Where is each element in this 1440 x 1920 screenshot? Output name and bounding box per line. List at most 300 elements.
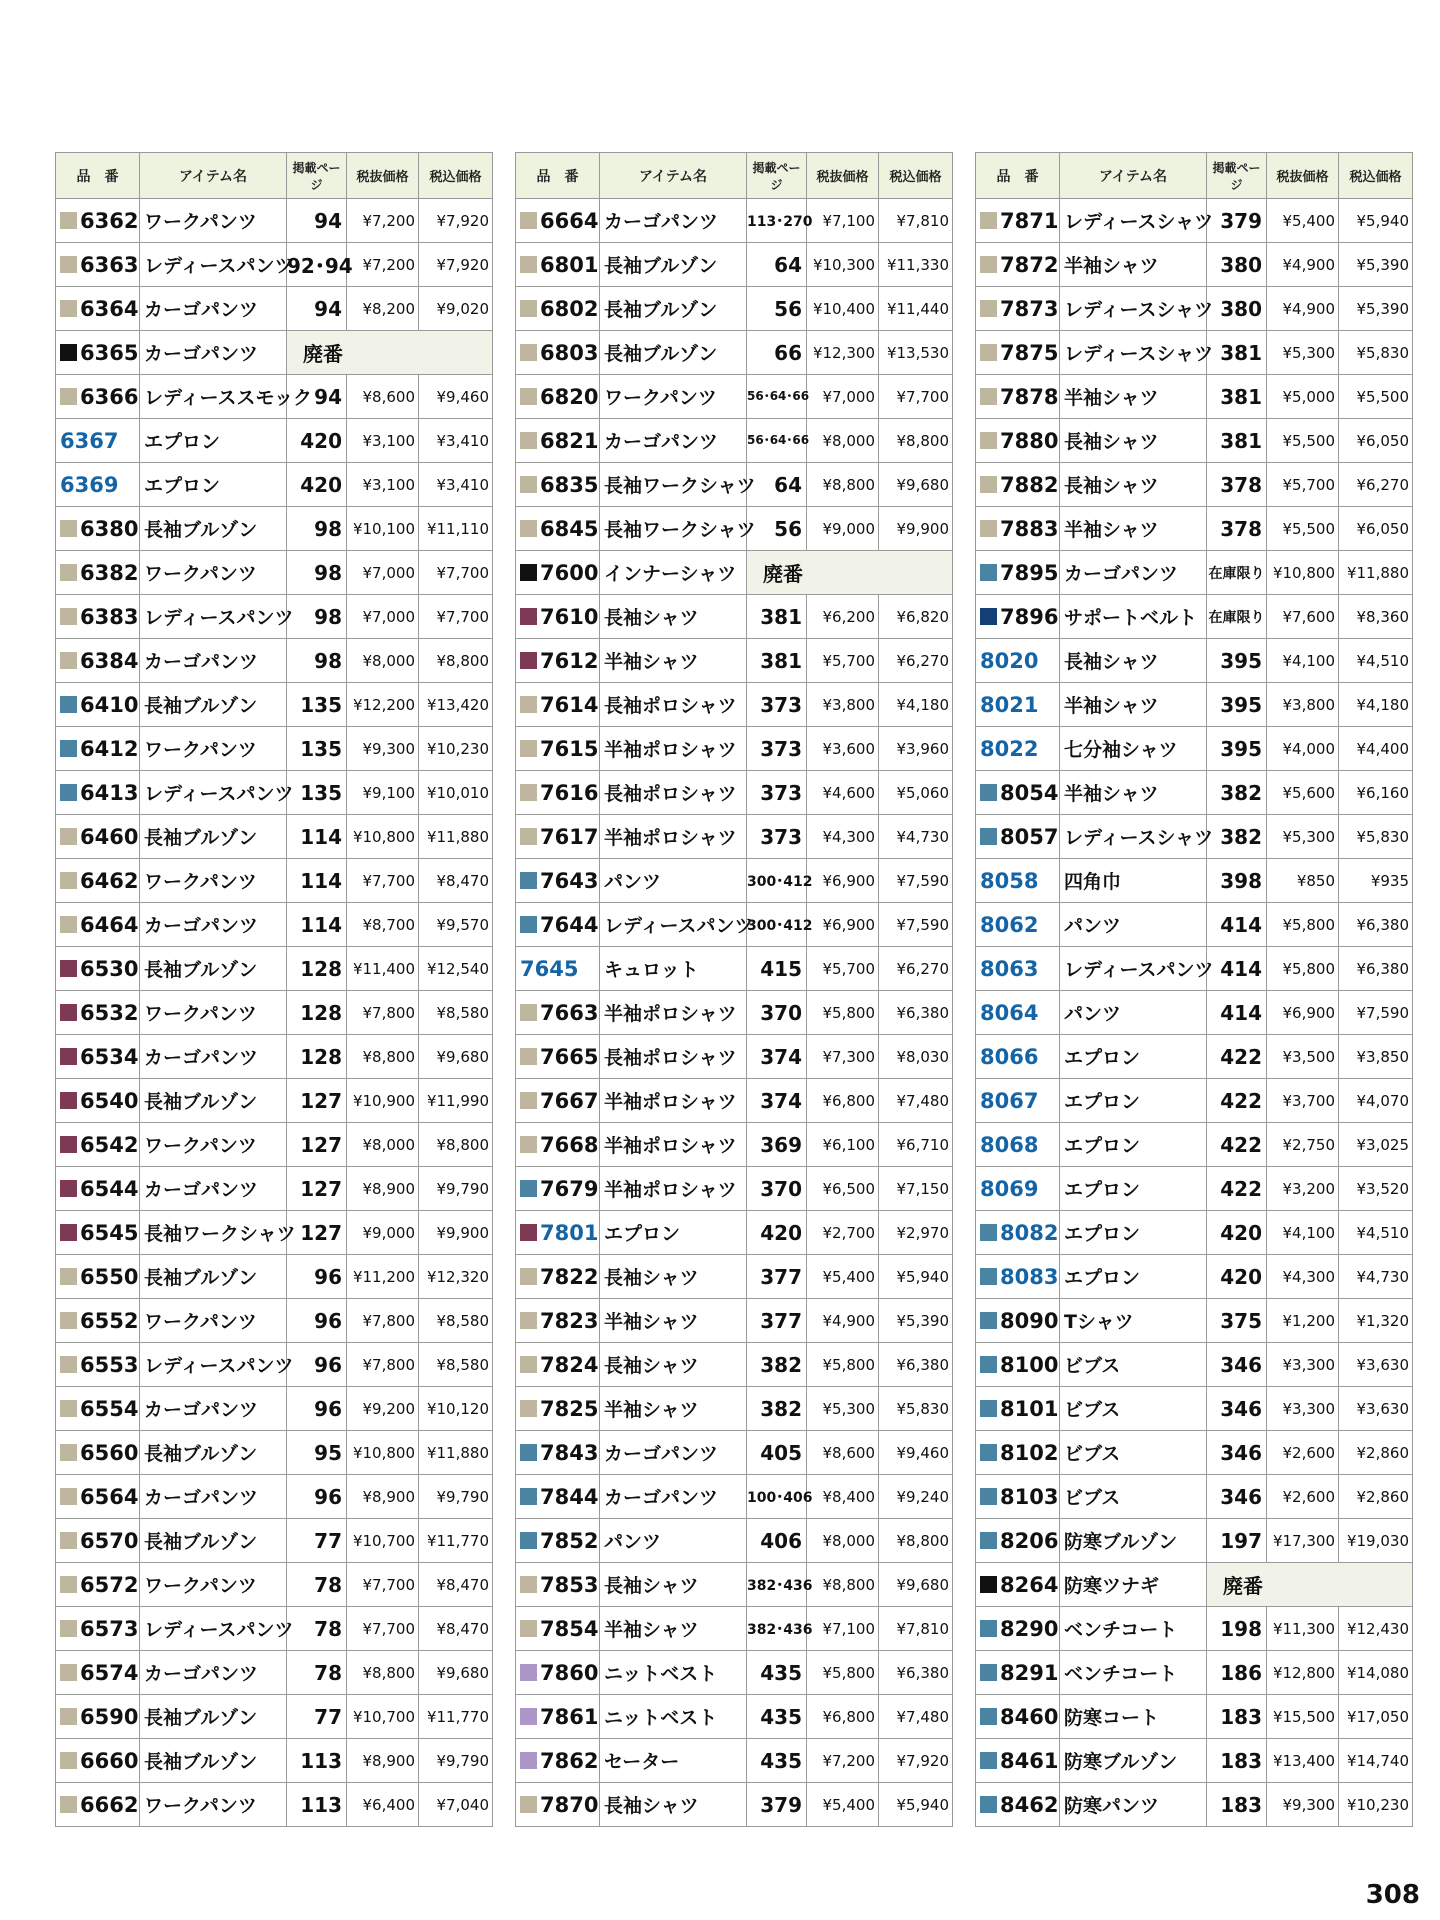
catalog-page: 78 [287, 1651, 347, 1695]
price-ex-tax: ¥4,300 [1267, 1255, 1339, 1299]
item-code-cell [56, 243, 140, 287]
item-code-cell [56, 287, 140, 331]
price-ex-tax: ¥10,800 [1267, 551, 1339, 595]
item-code: 8067 [980, 1088, 1039, 1113]
header-price-inc-tax: 税込価格 [1339, 153, 1413, 199]
price-ex-tax: ¥1,200 [1267, 1299, 1339, 1343]
color-swatch-icon [980, 300, 997, 317]
price-ex-tax: ¥8,900 [347, 1475, 419, 1519]
price-inc-tax: ¥5,390 [879, 1299, 953, 1343]
item-code-cell [56, 1299, 140, 1343]
price-inc-tax: ¥13,420 [419, 683, 493, 727]
catalog-page: 395 [1207, 683, 1267, 727]
header-price-ex-tax: 税抜価格 [1267, 153, 1339, 199]
price-inc-tax: ¥11,440 [879, 287, 953, 331]
item-code-cell [56, 331, 140, 375]
item-name: ワークパンツ [140, 1783, 287, 1827]
table-row [56, 1167, 493, 1211]
catalog-page: 414 [1207, 947, 1267, 991]
item-code: 6530 [80, 956, 139, 981]
catalog-page: 198 [1207, 1607, 1267, 1651]
color-swatch-icon [60, 1532, 77, 1549]
price-inc-tax: ¥8,800 [419, 639, 493, 683]
price-ex-tax: ¥7,300 [807, 1035, 879, 1079]
item-name: 長袖シャツ [1060, 639, 1207, 683]
table-row [56, 375, 493, 419]
item-code-cell [516, 727, 600, 771]
price-inc-tax: ¥6,270 [879, 639, 953, 683]
catalog-page: 369 [747, 1123, 807, 1167]
item-code: 6660 [80, 1748, 139, 1773]
item-code: 8103 [1000, 1484, 1059, 1509]
item-code-cell [56, 1783, 140, 1827]
color-swatch-icon [980, 828, 997, 845]
price-inc-tax: ¥5,830 [1339, 815, 1413, 859]
price-ex-tax: ¥2,750 [1267, 1123, 1339, 1167]
item-name: パンツ [1060, 903, 1207, 947]
price-inc-tax: ¥12,320 [419, 1255, 493, 1299]
item-code: 6464 [80, 912, 139, 937]
color-swatch-icon [520, 740, 537, 757]
price-ex-tax: ¥3,100 [347, 463, 419, 507]
item-code: 6383 [80, 604, 139, 629]
table-row [976, 1343, 1413, 1387]
price-ex-tax: ¥15,500 [1267, 1695, 1339, 1739]
price-ex-tax: ¥8,900 [347, 1167, 419, 1211]
price-inc-tax: ¥7,590 [1339, 991, 1413, 1035]
item-code-cell [516, 683, 600, 727]
table-row [56, 463, 493, 507]
item-code: 6384 [80, 648, 139, 673]
item-name: ワークパンツ [140, 551, 287, 595]
item-code: 8058 [980, 868, 1039, 893]
item-code-cell [976, 1607, 1060, 1651]
catalog-page: 420 [1207, 1255, 1267, 1299]
item-code: 7663 [540, 1000, 599, 1025]
table-row [516, 683, 953, 727]
item-name: レディースパンツ [140, 1607, 287, 1651]
item-name: 半袖シャツ [1060, 375, 1207, 419]
item-code: 7615 [540, 736, 599, 761]
table-row [516, 1387, 953, 1431]
color-swatch-icon [60, 828, 77, 845]
price-inc-tax: ¥11,770 [419, 1695, 493, 1739]
item-name: カーゴパンツ [600, 1431, 747, 1475]
catalog-page: 414 [1207, 991, 1267, 1035]
price-inc-tax: ¥8,580 [419, 991, 493, 1035]
catalog-page: 420 [1207, 1211, 1267, 1255]
table-row [976, 771, 1413, 815]
table-row [516, 1035, 953, 1079]
table-row [976, 1651, 1413, 1695]
color-swatch-icon [60, 520, 77, 537]
item-code-cell [976, 1123, 1060, 1167]
color-swatch-icon [60, 740, 77, 757]
catalog-page: 382 [1207, 815, 1267, 859]
color-swatch-icon [520, 1620, 537, 1637]
item-code: 6802 [540, 296, 599, 321]
table-row [976, 815, 1413, 859]
item-code-cell [56, 991, 140, 1035]
item-code-cell [56, 1651, 140, 1695]
item-code-cell [516, 199, 600, 243]
item-code-cell [56, 551, 140, 595]
item-code: 8066 [980, 1044, 1039, 1069]
item-name: エプロン [140, 463, 287, 507]
color-swatch-icon [60, 1796, 77, 1813]
color-swatch-icon [60, 916, 77, 933]
item-code-cell [56, 1035, 140, 1079]
item-name: 半袖シャツ [1060, 683, 1207, 727]
price-inc-tax: ¥9,460 [879, 1431, 953, 1475]
item-code: 7878 [1000, 384, 1059, 409]
discontinued-label: 廃番 [287, 331, 493, 375]
table-row [516, 375, 953, 419]
catalog-page: 382･436 [747, 1563, 807, 1607]
header-code: 品 番 [516, 153, 600, 199]
item-name: 半袖シャツ [600, 1299, 747, 1343]
price-inc-tax: ¥4,180 [879, 683, 953, 727]
table-row [516, 1739, 953, 1783]
price-ex-tax: ¥8,800 [347, 1035, 419, 1079]
price-inc-tax: ¥5,940 [879, 1783, 953, 1827]
color-swatch-icon [520, 652, 537, 669]
item-code-cell [56, 199, 140, 243]
item-name: エプロン [600, 1211, 747, 1255]
table-row [976, 859, 1413, 903]
catalog-page: 381 [1207, 419, 1267, 463]
price-inc-tax: ¥10,230 [419, 727, 493, 771]
item-code-cell [976, 1431, 1060, 1475]
item-code-cell [976, 243, 1060, 287]
table-row [516, 199, 953, 243]
price-ex-tax: ¥12,200 [347, 683, 419, 727]
color-swatch-icon [980, 520, 997, 537]
price-inc-tax: ¥6,380 [879, 991, 953, 1035]
item-name: 長袖ブルゾン [140, 815, 287, 859]
color-swatch-icon [60, 696, 77, 713]
price-inc-tax: ¥2,860 [1339, 1431, 1413, 1475]
item-code: 6552 [80, 1308, 139, 1333]
table-row [56, 1475, 493, 1519]
table-row [56, 1651, 493, 1695]
table-row [56, 1783, 493, 1827]
color-swatch-icon [60, 564, 77, 581]
table-row [516, 1695, 953, 1739]
price-inc-tax: ¥6,380 [879, 1651, 953, 1695]
item-code-cell [56, 419, 140, 463]
item-code: 7882 [1000, 472, 1059, 497]
catalog-page: 378 [1207, 507, 1267, 551]
price-inc-tax: ¥19,030 [1339, 1519, 1413, 1563]
item-name: 長袖ポロシャツ [600, 683, 747, 727]
price-ex-tax: ¥8,000 [347, 639, 419, 683]
price-inc-tax: ¥9,680 [879, 1563, 953, 1607]
item-name: エプロン [140, 419, 287, 463]
table-row [976, 1211, 1413, 1255]
header-code: 品 番 [56, 153, 140, 199]
color-swatch-icon [520, 1136, 537, 1153]
item-name: レディースシャツ [1060, 331, 1207, 375]
item-name: 長袖シャツ [600, 1783, 747, 1827]
price-inc-tax: ¥7,920 [879, 1739, 953, 1783]
price-inc-tax: ¥4,510 [1339, 1211, 1413, 1255]
color-swatch-icon [980, 1356, 997, 1373]
item-code: 8068 [980, 1132, 1039, 1157]
item-code: 6570 [80, 1528, 139, 1553]
table-row [56, 243, 493, 287]
price-ex-tax: ¥7,200 [807, 1739, 879, 1783]
item-code-cell [976, 595, 1060, 639]
item-name: カーゴパンツ [600, 1475, 747, 1519]
price-ex-tax: ¥4,300 [807, 815, 879, 859]
price-ex-tax: ¥7,700 [347, 1563, 419, 1607]
item-code-cell [516, 1299, 600, 1343]
table-row [516, 1211, 953, 1255]
item-name: 半袖ポロシャツ [600, 1079, 747, 1123]
table-row [56, 727, 493, 771]
item-code: 7860 [540, 1660, 599, 1685]
item-code: 8021 [980, 692, 1039, 717]
item-code-cell [516, 1035, 600, 1079]
table-row [56, 551, 493, 595]
item-name: カーゴパンツ [140, 1651, 287, 1695]
color-swatch-icon [60, 608, 77, 625]
color-swatch-icon [60, 1356, 77, 1373]
price-ex-tax: ¥5,400 [807, 1783, 879, 1827]
catalog-page: 77 [287, 1519, 347, 1563]
item-code-cell [56, 1739, 140, 1783]
color-swatch-icon [980, 1620, 997, 1637]
catalog-page: 420 [287, 463, 347, 507]
price-ex-tax: ¥5,500 [1267, 419, 1339, 463]
item-name: ニットベスト [600, 1695, 747, 1739]
catalog-page: 113･270 [747, 199, 807, 243]
item-name: カーゴパンツ [1060, 551, 1207, 595]
header-price-ex-tax: 税抜価格 [807, 153, 879, 199]
header-item-name: アイテム名 [140, 153, 287, 199]
catalog-page: 346 [1207, 1343, 1267, 1387]
item-name: 長袖ブルゾン [140, 1255, 287, 1299]
table-row [976, 1035, 1413, 1079]
item-code-cell [516, 463, 600, 507]
price-ex-tax: ¥5,800 [1267, 903, 1339, 947]
item-code-cell [56, 727, 140, 771]
color-swatch-icon [60, 1620, 77, 1637]
price-inc-tax: ¥6,160 [1339, 771, 1413, 815]
price-inc-tax: ¥11,110 [419, 507, 493, 551]
item-name: サポートベルト [1060, 595, 1207, 639]
item-code-cell [56, 639, 140, 683]
item-code-cell [516, 1695, 600, 1739]
item-code-cell [516, 771, 600, 815]
price-inc-tax: ¥8,800 [879, 1519, 953, 1563]
table-row [516, 1123, 953, 1167]
price-ex-tax: ¥6,800 [807, 1079, 879, 1123]
item-code: 6820 [540, 384, 599, 409]
price-ex-tax: ¥5,600 [1267, 771, 1339, 815]
catalog-page: 346 [1207, 1431, 1267, 1475]
item-code: 6367 [60, 428, 119, 453]
color-swatch-icon [520, 916, 537, 933]
item-code: 6413 [80, 780, 139, 805]
item-code: 7825 [540, 1396, 599, 1421]
price-inc-tax: ¥7,920 [419, 199, 493, 243]
item-code: 8206 [1000, 1528, 1059, 1553]
price-ex-tax: ¥8,700 [347, 903, 419, 947]
catalog-page: 98 [287, 551, 347, 595]
header-price-inc-tax: 税込価格 [879, 153, 953, 199]
item-code-cell [516, 1431, 600, 1475]
item-name: カーゴパンツ [140, 1167, 287, 1211]
item-code: 6540 [80, 1088, 139, 1113]
item-code-cell [56, 595, 140, 639]
item-name: エプロン [1060, 1079, 1207, 1123]
item-name: 防寒ブルゾン [1060, 1739, 1207, 1783]
item-code: 6410 [80, 692, 139, 717]
color-swatch-icon [520, 784, 537, 801]
item-code: 6801 [540, 252, 599, 277]
item-name: 半袖ポロシャツ [600, 991, 747, 1035]
price-ex-tax: ¥850 [1267, 859, 1339, 903]
price-ex-tax: ¥8,400 [807, 1475, 879, 1519]
item-name: 長袖ブルゾン [140, 683, 287, 727]
item-code-cell [56, 1387, 140, 1431]
item-name: 半袖シャツ [1060, 771, 1207, 815]
item-code-cell [516, 1387, 600, 1431]
table-row [516, 419, 953, 463]
table-row [976, 507, 1413, 551]
catalog-page: 56･64･66 [747, 375, 807, 419]
item-code-cell [976, 1343, 1060, 1387]
price-inc-tax: ¥7,700 [419, 595, 493, 639]
table-row [516, 639, 953, 683]
table-row [56, 1211, 493, 1255]
catalog-page: 98 [287, 639, 347, 683]
catalog-page: 377 [747, 1299, 807, 1343]
item-name: ワークパンツ [140, 1123, 287, 1167]
item-code-cell [56, 903, 140, 947]
item-code: 6412 [80, 736, 139, 761]
price-ex-tax: ¥2,600 [1267, 1431, 1339, 1475]
item-name: 半袖シャツ [600, 1607, 747, 1651]
price-ex-tax: ¥12,300 [807, 331, 879, 375]
item-code-cell [976, 419, 1060, 463]
item-name: カーゴパンツ [140, 639, 287, 683]
catalog-page: 183 [1207, 1783, 1267, 1827]
item-code: 6362 [80, 208, 139, 233]
color-swatch-icon [520, 432, 537, 449]
price-ex-tax: ¥5,800 [807, 1651, 879, 1695]
item-name: Tシャツ [1060, 1299, 1207, 1343]
color-swatch-icon [980, 1752, 997, 1769]
table-row [516, 1255, 953, 1299]
table-row [516, 331, 953, 375]
color-swatch-icon [60, 1224, 77, 1241]
color-swatch-icon [520, 476, 537, 493]
price-inc-tax: ¥8,580 [419, 1343, 493, 1387]
table-row [56, 287, 493, 331]
table-row [56, 1607, 493, 1651]
color-swatch-icon [60, 388, 77, 405]
price-ex-tax: ¥9,300 [347, 727, 419, 771]
item-code-cell [56, 1563, 140, 1607]
table-row [56, 419, 493, 463]
price-inc-tax: ¥9,680 [879, 463, 953, 507]
color-swatch-icon [60, 344, 77, 361]
color-swatch-icon [60, 784, 77, 801]
price-inc-tax: ¥11,880 [419, 815, 493, 859]
item-code: 7644 [540, 912, 599, 937]
price-inc-tax: ¥9,680 [419, 1035, 493, 1079]
item-name: 長袖ブルゾン [140, 1695, 287, 1739]
item-code-cell [976, 947, 1060, 991]
price-inc-tax: ¥9,680 [419, 1651, 493, 1695]
price-inc-tax: ¥12,430 [1339, 1607, 1413, 1651]
item-code-cell [976, 1695, 1060, 1739]
price-ex-tax: ¥2,600 [1267, 1475, 1339, 1519]
item-code-cell [516, 507, 600, 551]
table-row [56, 639, 493, 683]
item-code-cell [976, 771, 1060, 815]
price-inc-tax: ¥3,960 [879, 727, 953, 771]
item-code: 6542 [80, 1132, 139, 1157]
item-name: 長袖シャツ [600, 595, 747, 639]
item-code-cell [516, 331, 600, 375]
item-code-cell [516, 991, 600, 1035]
item-code-cell [976, 1739, 1060, 1783]
price-ex-tax: ¥8,000 [347, 1123, 419, 1167]
item-name: カーゴパンツ [600, 419, 747, 463]
item-code-cell [976, 375, 1060, 419]
item-code: 7665 [540, 1044, 599, 1069]
price-inc-tax: ¥6,380 [1339, 903, 1413, 947]
item-code: 6821 [540, 428, 599, 453]
price-ex-tax: ¥9,100 [347, 771, 419, 815]
table-row [56, 991, 493, 1035]
table-row [56, 1695, 493, 1739]
catalog-page: 96 [287, 1255, 347, 1299]
color-swatch-icon [520, 608, 537, 625]
item-code-cell [516, 815, 600, 859]
catalog-page: 183 [1207, 1695, 1267, 1739]
color-swatch-icon [520, 1708, 537, 1725]
price-ex-tax: ¥6,900 [807, 903, 879, 947]
item-name: ビブス [1060, 1431, 1207, 1475]
price-inc-tax: ¥7,150 [879, 1167, 953, 1211]
header-item-name: アイテム名 [1060, 153, 1207, 199]
table-row [56, 947, 493, 991]
item-code-cell [516, 1607, 600, 1651]
price-ex-tax: ¥12,800 [1267, 1651, 1339, 1695]
color-swatch-icon [60, 1576, 77, 1593]
table-row [976, 1607, 1413, 1651]
catalog-page: 382 [1207, 771, 1267, 815]
catalog-page: 92･94 [287, 243, 347, 287]
table-row [976, 639, 1413, 683]
item-code-cell [516, 375, 600, 419]
color-swatch-icon [520, 1488, 537, 1505]
price-ex-tax: ¥3,600 [807, 727, 879, 771]
color-swatch-icon [520, 564, 537, 581]
item-name: ワークパンツ [140, 859, 287, 903]
price-inc-tax: ¥3,850 [1339, 1035, 1413, 1079]
item-name: カーゴパンツ [140, 1475, 287, 1519]
table-row [516, 903, 953, 947]
price-ex-tax: ¥4,900 [807, 1299, 879, 1343]
item-code: 7823 [540, 1308, 599, 1333]
price-ex-tax: ¥8,000 [807, 419, 879, 463]
